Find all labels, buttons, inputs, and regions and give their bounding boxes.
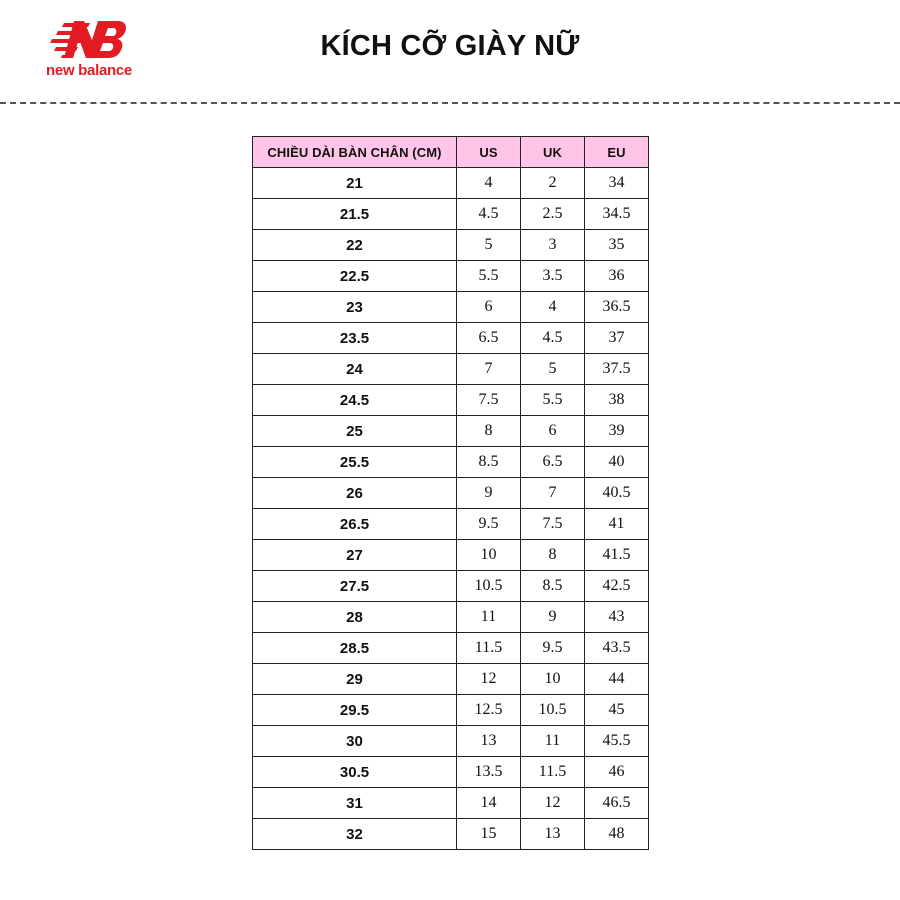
table-row: [253, 695, 649, 726]
cell-eu: 40.5: [585, 478, 649, 509]
cell-uk: 8.5: [521, 571, 585, 602]
cell-foot-length: 25.5: [253, 447, 457, 478]
header-eu: EU: [585, 137, 649, 168]
cell-us: 13.5: [457, 757, 521, 788]
cell-foot-length: 23.5: [253, 323, 457, 354]
cell-uk: 4: [521, 292, 585, 323]
cell-us: 13: [457, 726, 521, 757]
cell-eu: 38: [585, 385, 649, 416]
cell-us: 5.5: [457, 261, 521, 292]
cell-foot-length: 22: [253, 230, 457, 261]
header-us: US: [457, 137, 521, 168]
table-row: [253, 199, 649, 230]
cell-eu: 42.5: [585, 571, 649, 602]
cell-eu: 37.5: [585, 354, 649, 385]
cell-foot-length: 26: [253, 478, 457, 509]
cell-us: 8.5: [457, 447, 521, 478]
cell-uk: 6: [521, 416, 585, 447]
cell-uk: 4.5: [521, 323, 585, 354]
cell-foot-length: 23: [253, 292, 457, 323]
brand-wordmark: new balance: [46, 62, 132, 79]
table-row: [253, 509, 649, 540]
table-row: [253, 540, 649, 571]
cell-us: 11: [457, 602, 521, 633]
cell-eu: 43: [585, 602, 649, 633]
cell-uk: 7: [521, 478, 585, 509]
cell-foot-length: 21.5: [253, 199, 457, 230]
cell-us: 7.5: [457, 385, 521, 416]
table-row: [253, 726, 649, 757]
cell-uk: 12: [521, 788, 585, 819]
cell-eu: 34.5: [585, 199, 649, 230]
cell-foot-length: 30.5: [253, 757, 457, 788]
table-row: [253, 819, 649, 850]
table-header-row: [253, 137, 649, 168]
cell-us: 10.5: [457, 571, 521, 602]
cell-eu: 41: [585, 509, 649, 540]
page-title: KÍCH CỠ GIÀY NỮ: [320, 30, 580, 62]
table-row: [253, 416, 649, 447]
cell-eu: 43.5: [585, 633, 649, 664]
header-foot-length: CHIỀU DÀI BÀN CHÂN (CM): [253, 137, 457, 168]
cell-uk: 5: [521, 354, 585, 385]
cell-uk: 8: [521, 540, 585, 571]
cell-uk: 5.5: [521, 385, 585, 416]
cell-eu: 45.5: [585, 726, 649, 757]
cell-uk: 2.5: [521, 199, 585, 230]
cell-uk: 9.5: [521, 633, 585, 664]
cell-us: 8: [457, 416, 521, 447]
cell-us: 10: [457, 540, 521, 571]
cell-us: 12: [457, 664, 521, 695]
cell-us: 5: [457, 230, 521, 261]
cell-uk: 11: [521, 726, 585, 757]
table-row: [253, 478, 649, 509]
cell-eu: 41.5: [585, 540, 649, 571]
dashed-divider: [0, 102, 900, 104]
cell-uk: 10.5: [521, 695, 585, 726]
cell-foot-length: 21: [253, 168, 457, 199]
cell-eu: 39: [585, 416, 649, 447]
table-row: [253, 385, 649, 416]
table-row: [253, 571, 649, 602]
cell-uk: 10: [521, 664, 585, 695]
cell-us: 6.5: [457, 323, 521, 354]
cell-foot-length: 28.5: [253, 633, 457, 664]
table-row: [253, 633, 649, 664]
cell-uk: 11.5: [521, 757, 585, 788]
table-row: [253, 664, 649, 695]
cell-us: 7: [457, 354, 521, 385]
cell-uk: 13: [521, 819, 585, 850]
cell-foot-length: 32: [253, 819, 457, 850]
cell-foot-length: 29.5: [253, 695, 457, 726]
cell-uk: 3: [521, 230, 585, 261]
cell-eu: 45: [585, 695, 649, 726]
cell-foot-length: 28: [253, 602, 457, 633]
cell-uk: 6.5: [521, 447, 585, 478]
cell-foot-length: 31: [253, 788, 457, 819]
cell-eu: 46.5: [585, 788, 649, 819]
table-row: [253, 261, 649, 292]
cell-foot-length: 27.5: [253, 571, 457, 602]
cell-eu: 48: [585, 819, 649, 850]
cell-eu: 36.5: [585, 292, 649, 323]
cell-eu: 37: [585, 323, 649, 354]
cell-eu: 34: [585, 168, 649, 199]
cell-foot-length: 26.5: [253, 509, 457, 540]
cell-eu: 44: [585, 664, 649, 695]
cell-us: 14: [457, 788, 521, 819]
table-row: [253, 447, 649, 478]
cell-uk: 9: [521, 602, 585, 633]
table-row: [253, 354, 649, 385]
cell-us: 6: [457, 292, 521, 323]
cell-foot-length: 25: [253, 416, 457, 447]
cell-foot-length: 27: [253, 540, 457, 571]
cell-uk: 2: [521, 168, 585, 199]
cell-eu: 36: [585, 261, 649, 292]
table-row: [253, 292, 649, 323]
header-uk: UK: [521, 137, 585, 168]
cell-foot-length: 24.5: [253, 385, 457, 416]
table-row: [253, 757, 649, 788]
nb-logo-icon: [50, 18, 128, 60]
cell-foot-length: 24: [253, 354, 457, 385]
cell-foot-length: 29: [253, 664, 457, 695]
cell-eu: 46: [585, 757, 649, 788]
cell-us: 11.5: [457, 633, 521, 664]
cell-eu: 40: [585, 447, 649, 478]
table-body: [253, 168, 649, 850]
cell-foot-length: 22.5: [253, 261, 457, 292]
size-chart-table: [252, 136, 649, 850]
cell-us: 12.5: [457, 695, 521, 726]
table-row: [253, 168, 649, 199]
table-row: [253, 230, 649, 261]
cell-foot-length: 30: [253, 726, 457, 757]
cell-uk: 3.5: [521, 261, 585, 292]
cell-us: 4.5: [457, 199, 521, 230]
cell-uk: 7.5: [521, 509, 585, 540]
table-row: [253, 323, 649, 354]
cell-us: 4: [457, 168, 521, 199]
cell-us: 9.5: [457, 509, 521, 540]
cell-eu: 35: [585, 230, 649, 261]
cell-us: 9: [457, 478, 521, 509]
table-row: [253, 602, 649, 633]
cell-us: 15: [457, 819, 521, 850]
brand-logo: [34, 16, 142, 80]
table-row: [253, 788, 649, 819]
